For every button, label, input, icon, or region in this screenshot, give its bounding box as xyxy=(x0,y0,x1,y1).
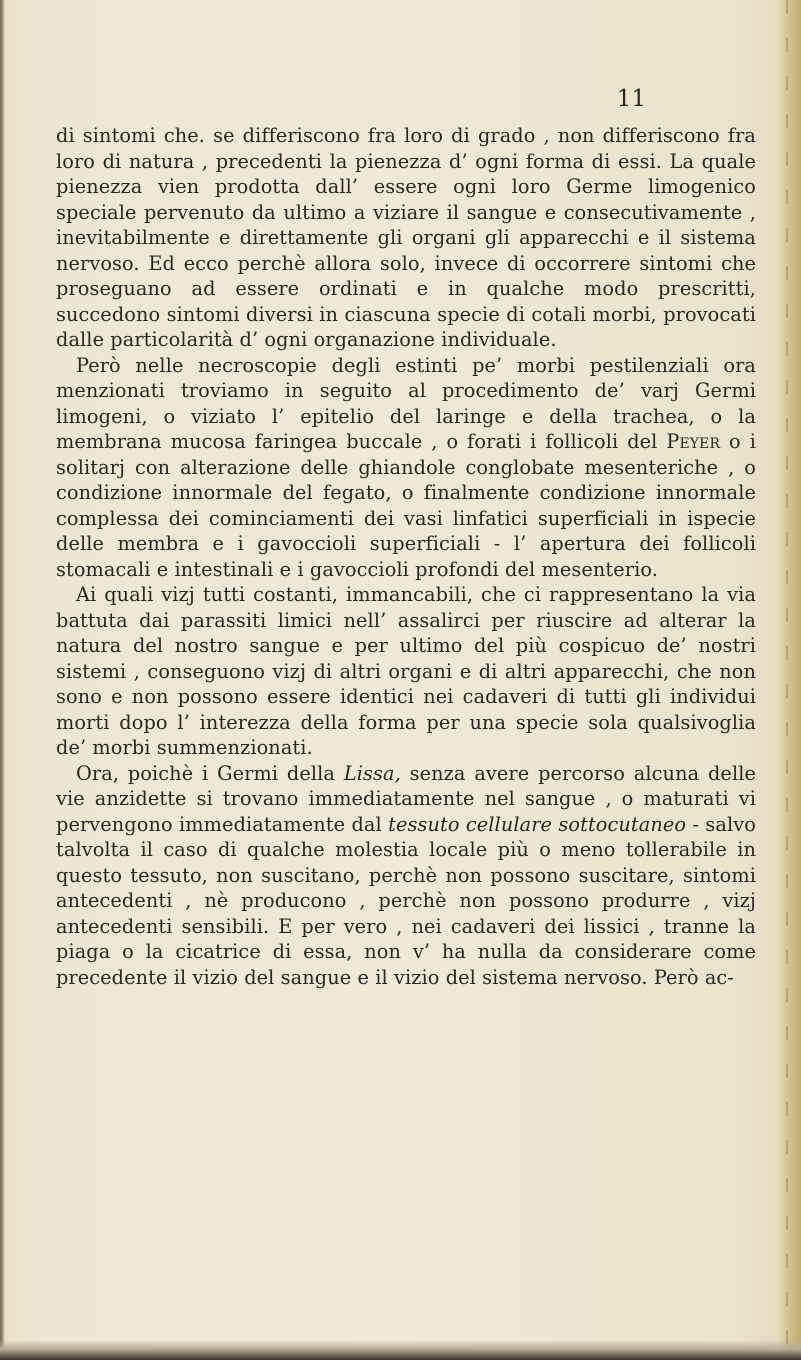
text-run: o i solitarj con alterazione delle ghiandole conglobate mesenteriche , o condizione innormale del fegato, o finalmente condizione innormale complessa dei cominciamenti dei vasi linfatici superficiali in ispecie delle membra e i gavoccioli superficiali - l’ apertura dei follicoli stomacali e intestinali e i gavoccioli profondi del mesenterio. xyxy=(56,430,756,581)
italic-term: tessuto cellulare sottocutaneo xyxy=(388,812,687,836)
text-run: di sintomi che. se differiscono fra loro di grado , non differiscono fra loro di natura , precedenti la pienezza d’ ogni forma di essi. La quale pienezza vien prodotta dall’ essere ogni loro Germe limogenico speciale pervenuto da ultimo a viziare il sangue e consecutivamente , inevitabilmente e direttamente gli organi gli apparecchi e il sistema nervoso. Ed ecco perchè allora solo, invece di occorrere sintomi che proseguano ad essere ordinati e in qualche modo prescritti, succedono sintomi diversi in ciascuna specie di cotali morbi, provocati dalle particolarità d’ ogni organazione individuale. xyxy=(56,124,756,351)
page-bottom-edge-shadow xyxy=(0,1340,801,1360)
text-run: senza avere percorso alcuna delle vie anzidette si trovano immediatamente nel sangue , o maturati vi pervengono immediatamente dal xyxy=(56,761,756,836)
paragraph xyxy=(56,353,756,583)
author-name-smallcaps: Peyer xyxy=(666,430,721,453)
paragraph xyxy=(56,123,756,353)
text-run: Ora, poichè i Germi della xyxy=(76,761,344,785)
body-text xyxy=(56,123,756,990)
italic-term: Lissa, xyxy=(343,761,401,785)
text-run: Ai quali vizj tutti costanti, immancabili, che ci rappresentano la via battuta dai parassiti limici nell’ assalirci per riuscire ad alterar la natura del nostro sangue e per ultimo del più cospicuo de’ nostri sistemi , conseguono vizj di altri organi e di altri apparecchi, che non sono e non possono essere identici nei cadaveri di tutti gli individui morti dopo l’ interezza della forma per una specie sola qualsivoglia de’ morbi summenzionati. xyxy=(56,583,756,759)
paragraph xyxy=(56,582,756,761)
paragraph xyxy=(56,761,756,991)
page-right-edge-stack xyxy=(778,0,801,1360)
page-number: 11 xyxy=(616,86,646,112)
text-run: - salvo talvolta il caso di qualche molestia locale più o meno tollerabile in questo tessuto, non suscitano, perchè non possono suscitare, sintomi antecedenti , nè producono , perchè non possono produrre , vizj antecedenti sensibili. E per vero , nei cadaveri dei lissici , tranne la piaga o la cicatrice di essa, non v’ ha nulla da considerare come precedente il vizio del sangue e il vizio del sistema nervoso. Però ac- xyxy=(56,812,756,989)
text-run: Però nelle necroscopie degli estinti pe’ morbi pestilenziali ora menzionati troviamo in seguito al procedimento de’ varj Germi limogeni, o viziato l’ epitelio del laringe e della trachea, o la membrana mucosa faringea buccale , o forati i follicoli del xyxy=(56,353,756,453)
page-left-edge-shadow xyxy=(0,0,5,1360)
